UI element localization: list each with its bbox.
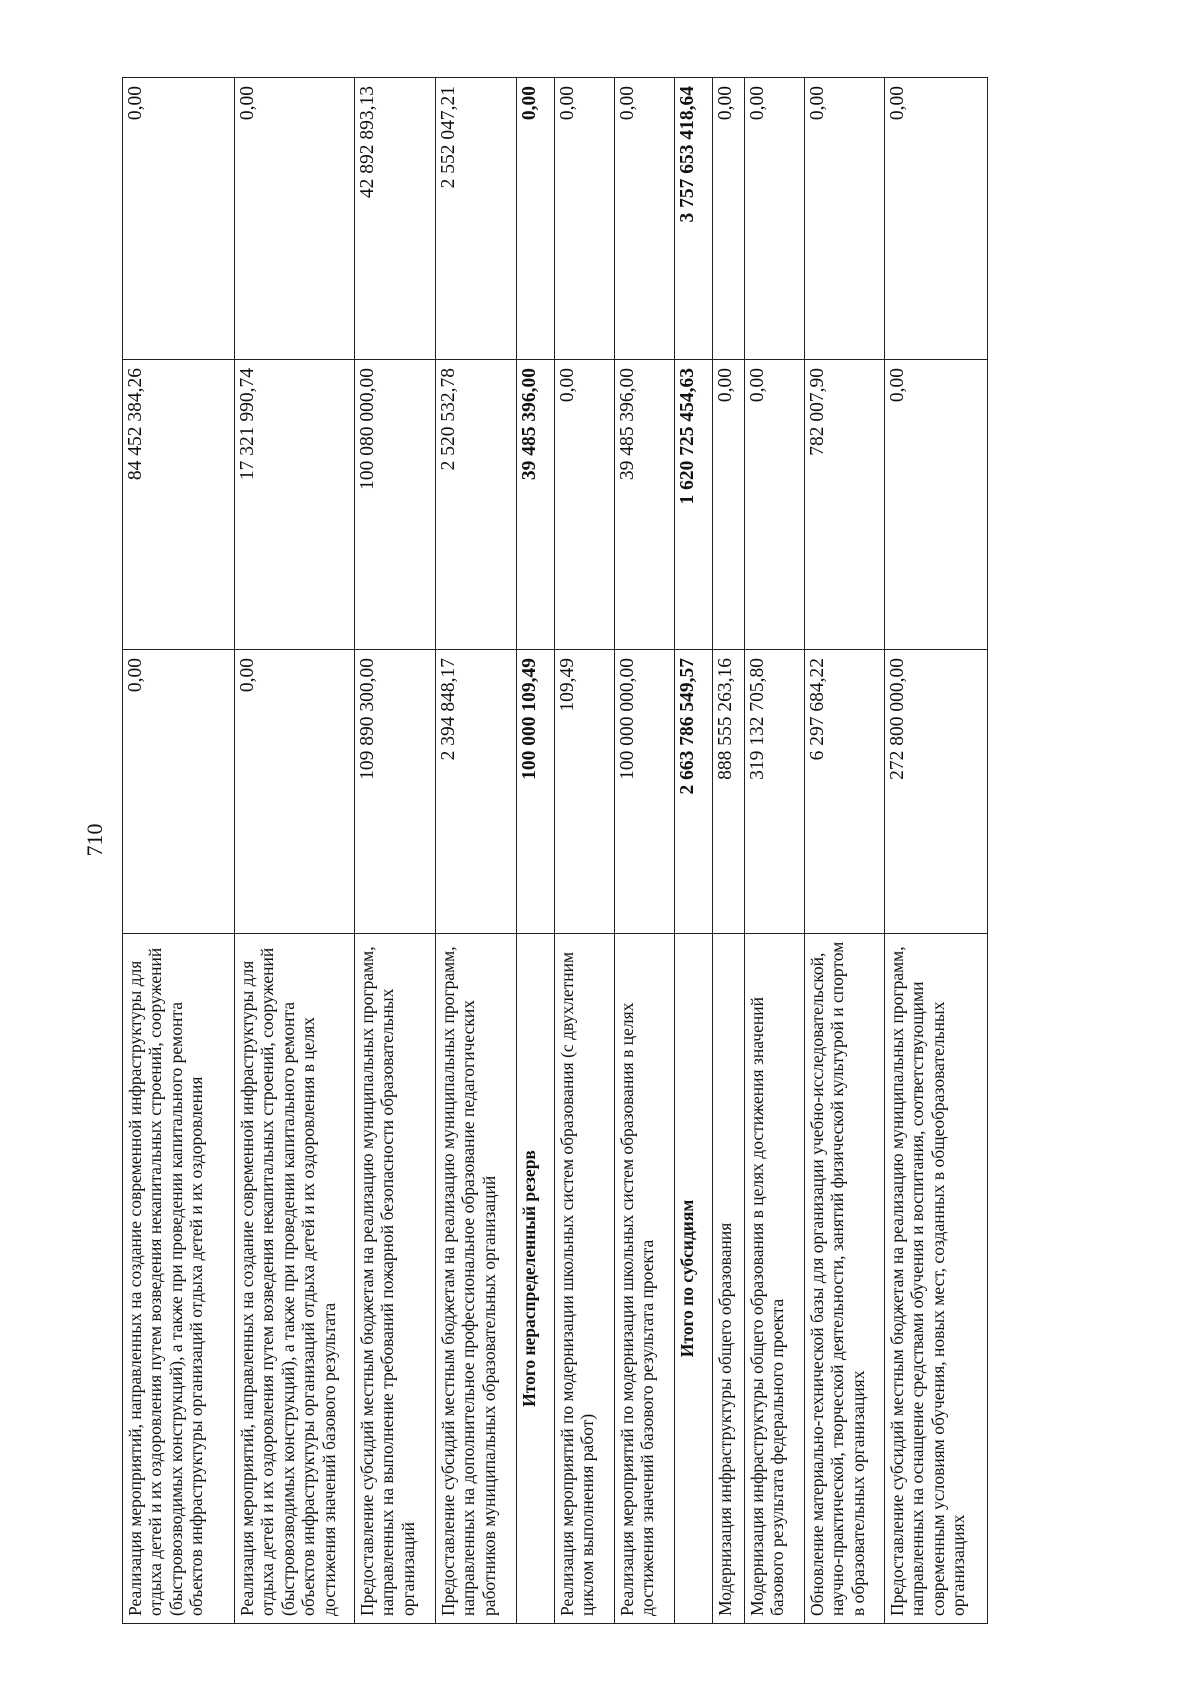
table-row (713, 78, 745, 1624)
page-number: 710 (82, 823, 107, 857)
table-row (123, 78, 235, 1624)
row-name: Реализация мероприятий, направленных на создание современной инфраструктуры для отдыха детей и их оздоровления путем возведения некапитальных строений, сооружений (быстровозводимых конструкций), а также при проведении капитального ремонта объектов инфраструктуры организаций отдыха детей и их оздоровления в целях достижения значений базового результата (235, 934, 355, 1624)
value-col-3: 0,00 (123, 78, 235, 360)
value-col-2: 1 620 725 454,63 (675, 360, 713, 650)
table-row (885, 78, 988, 1624)
table-row (235, 78, 355, 1624)
value-col-3: 0,00 (235, 78, 355, 360)
row-name: Итого нераспределенный резерв (517, 934, 555, 1624)
row-name: Реализация мероприятий по модернизации школьных систем образования в целях достижения значений базового результата проекта (615, 934, 675, 1624)
value-col-2: 39 485 396,00 (517, 360, 555, 650)
value-col-2: 39 485 396,00 (615, 360, 675, 650)
value-col-2: 0,00 (745, 360, 805, 650)
value-col-2: 100 080 000,00 (355, 360, 436, 650)
value-col-3: 0,00 (615, 78, 675, 360)
table-row-total (675, 78, 713, 1624)
value-col-3: 0,00 (517, 78, 555, 360)
value-col-1: 100 000 000,00 (615, 650, 675, 934)
table-row (615, 78, 675, 1624)
value-col-1: 272 800 000,00 (885, 650, 988, 934)
row-name: Модернизация инфраструктуры общего образования в целях достижения значений базового результата федерального проекта (745, 934, 805, 1624)
table-row (555, 78, 615, 1624)
row-name: Реализация мероприятий, направленных на создание современной инфраструктуры для отдыха детей и их оздоровления путем возведения некапитальных строений, сооружений (быстровозводимых конструкций), а также при проведении капитального ремонта объектов инфраструктуры организаций отдыха детей и их оздоровления (123, 934, 235, 1624)
value-col-1: 0,00 (235, 650, 355, 934)
row-name: Предоставление субсидий местным бюджетам на реализацию муниципальных программ, направленных на оснащение средствами обучения и воспитания, соответствующими современным условиям обучения, новых мест, созданных в общеобразовательных организациях (885, 934, 988, 1624)
value-col-2: 0,00 (713, 360, 745, 650)
value-col-3: 3 757 653 418,64 (675, 78, 713, 360)
value-col-3: 0,00 (885, 78, 988, 360)
value-col-1: 100 000 109,49 (517, 650, 555, 934)
value-col-3: 0,00 (713, 78, 745, 360)
value-col-2: 84 452 384,26 (123, 360, 235, 650)
row-name: Итого по субсидиям (675, 934, 713, 1624)
value-col-1: 6 297 684,22 (805, 650, 885, 934)
value-col-1: 109,49 (555, 650, 615, 934)
value-col-1: 2 663 786 549,57 (675, 650, 713, 934)
value-col-3: 42 892 893,13 (355, 78, 436, 360)
value-col-1: 2 394 848,17 (436, 650, 517, 934)
value-col-2: 782 007,90 (805, 360, 885, 650)
table-row (436, 78, 517, 1624)
value-col-1: 0,00 (123, 650, 235, 934)
value-col-3: 0,00 (745, 78, 805, 360)
row-name: Обновление материально-технической базы для организации учебно-исследовательской, научно-практической, творческой деятельности, занятий физической культурой и спортом в образовательных организациях (805, 934, 885, 1624)
value-col-2: 17 321 990,74 (235, 360, 355, 650)
table-row (355, 78, 436, 1624)
value-col-2: 0,00 (555, 360, 615, 650)
table-row (805, 78, 885, 1624)
row-name: Реализация мероприятий по модернизации школьных систем образования (с двухлетним циклом выполнения работ) (555, 934, 615, 1624)
value-col-2: 0,00 (885, 360, 988, 650)
table-row-total (517, 78, 555, 1624)
row-name: Предоставление субсидий местным бюджетам на реализацию муниципальных программ, направленных на выполнение требований пожарной безопасности образовательных организаций (355, 934, 436, 1624)
row-name: Модернизация инфраструктуры общего образования (713, 934, 745, 1624)
row-name: Предоставление субсидий местным бюджетам на реализацию муниципальных программ, направленных на дополнительное профессиональное образование педагогических работников муниципальных образовательных организаций (436, 934, 517, 1624)
value-col-1: 888 555 263,16 (713, 650, 745, 934)
rotated-page-content (122, 78, 969, 1624)
value-col-1: 319 132 705,80 (745, 650, 805, 934)
value-col-3: 0,00 (555, 78, 615, 360)
subsidy-table (122, 77, 988, 1624)
value-col-1: 109 890 300,00 (355, 650, 436, 934)
value-col-2: 2 520 532,78 (436, 360, 517, 650)
table-row (745, 78, 805, 1624)
value-col-3: 2 552 047,21 (436, 78, 517, 360)
value-col-3: 0,00 (805, 78, 885, 360)
